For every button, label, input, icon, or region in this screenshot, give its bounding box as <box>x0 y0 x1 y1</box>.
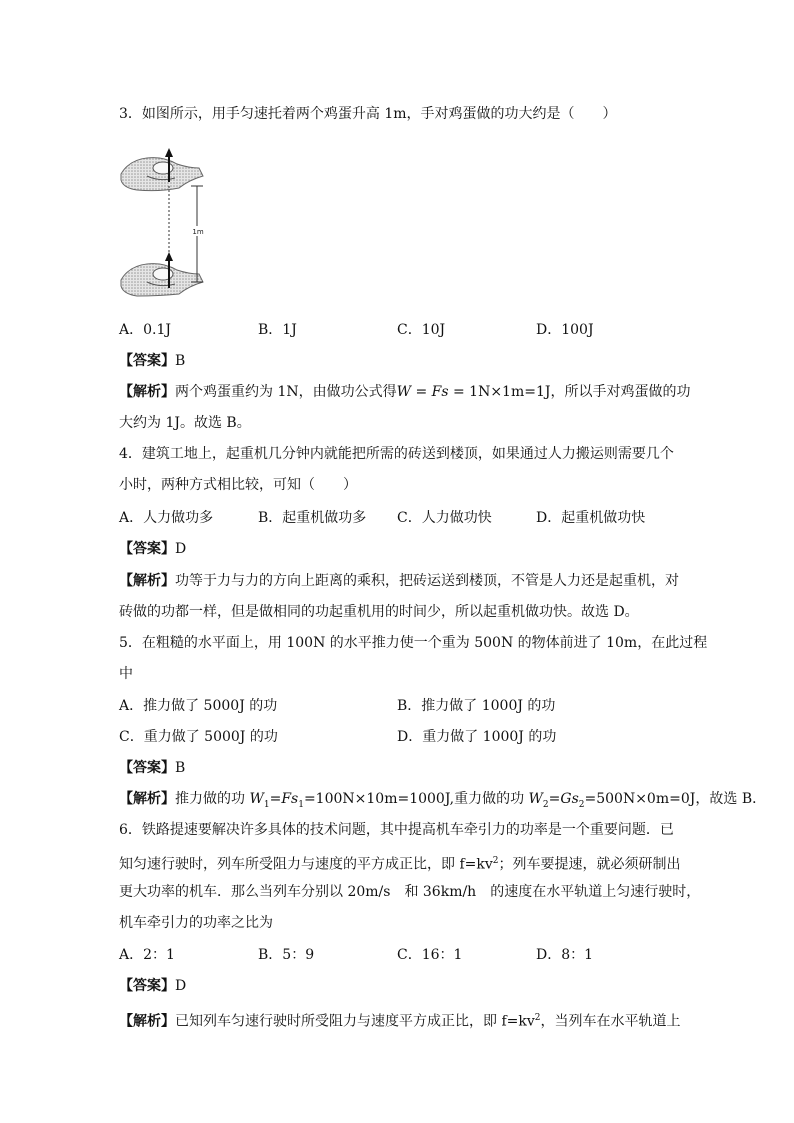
q3-option-c: C．10J <box>397 322 446 338</box>
q3-option-b: B．1J <box>258 322 297 338</box>
w1-symbol: W <box>249 791 264 807</box>
stem-text: ；列车要提速，就必须研制出 <box>498 856 681 873</box>
analysis-text: =100N×10m=1000J,重力做的功 <box>303 791 529 807</box>
analysis-tag: 【解析】 <box>119 791 175 807</box>
answer-tag: 【答案】 <box>119 541 175 557</box>
q6-option-a: A．2：1 <box>119 947 175 963</box>
gs-subscript: 2 <box>578 799 585 810</box>
q4-analysis-line1 <box>119 571 679 591</box>
analysis-tag: 【解析】 <box>119 573 175 589</box>
answer-tag: 【答案】 <box>119 978 175 994</box>
q3-stem: 3．如图所示，用手匀速托着两个鸡蛋升高 1m，手对鸡蛋做的功大约是（ ） <box>119 106 617 122</box>
w2-subscript: 2 <box>542 799 549 810</box>
analysis-text: 已知列车匀速行驶时所受阻力与速度平方成正比，即 f=kv <box>175 1013 535 1030</box>
q6-stem-line2 <box>119 851 681 875</box>
analysis-text: =500N×0m=0J，故选 B． <box>584 791 767 807</box>
analysis-tag: 【解析】 <box>119 1013 175 1030</box>
q5-analysis-line1 <box>119 789 766 815</box>
work-formula-result: = 1N×1m=1J <box>448 384 551 400</box>
q5-stem-line1: 5．在粗糙的水平面上，用 100N 的水平推力使一个重为 500N 的物体前进了 10m，在此过程 <box>119 635 708 651</box>
upper-hand-icon <box>121 158 203 191</box>
answer-value: D <box>175 978 187 994</box>
q3-option-a: A．0.1J <box>119 322 171 338</box>
q4-option-b: B．起重机做功多 <box>258 510 367 526</box>
analysis-tag: 【解析】 <box>119 384 175 400</box>
answer-value: B <box>175 760 186 776</box>
q4-option-a: A．人力做功多 <box>119 510 214 526</box>
q4-option-c: C．人力做功快 <box>397 510 492 526</box>
q5-option-c: C．重力做了 5000J 的功 <box>119 729 278 745</box>
q5-stem-line2: 中 <box>119 666 133 682</box>
q6-option-b: B．5：9 <box>258 947 315 963</box>
q6-stem-line1: 6．铁路提速要解决许多具体的技术问题，其中提高机车牵引力的功率是一个重要问题．已 <box>119 822 674 838</box>
q6-option-d: D．8：1 <box>536 947 594 963</box>
q3-analysis-line2: 大约为 1J。故选 B。 <box>119 415 251 431</box>
q3-analysis-line1 <box>119 382 690 402</box>
answer-value: B <box>175 353 186 369</box>
fs-subscript: 1 <box>298 799 304 810</box>
w1-subscript: 1 <box>263 799 270 810</box>
q4-option-d: D．起重机做功快 <box>536 510 646 526</box>
fs-symbol: Fs <box>281 791 299 807</box>
q6-analysis-line1 <box>119 1008 681 1032</box>
q6-stem-line4: 机车牵引力的功率之比为 <box>119 915 273 931</box>
analysis-text: ，当列车在水平轨道上 <box>540 1013 681 1030</box>
q6-option-c: C．16：1 <box>397 947 463 963</box>
q5-option-b: B．推力做了 1000J 的功 <box>397 698 556 714</box>
q3-option-d: D．100J <box>536 322 594 338</box>
q4-answer <box>119 539 186 559</box>
analysis-text: 功等于力与力的方向上距离的乘积，把砖运送到楼顶，不管是人力还是起重机，对 <box>175 573 679 589</box>
q4-stem-line2: 小时，两种方式相比较，可知（ ） <box>119 477 357 493</box>
lower-hand-icon <box>121 264 203 296</box>
figure-height-label: 1m <box>192 228 204 236</box>
q6-answer <box>119 976 186 996</box>
analysis-text: = <box>548 791 561 807</box>
gs-symbol: Gs <box>560 791 579 807</box>
q4-analysis-line2: 砖做的功都一样，但是做相同的功起重机用的时间少，所以起重机做功快。故选 D。 <box>119 604 639 620</box>
q5-option-a: A．推力做了 5000J 的功 <box>119 698 278 714</box>
stem-text: 知匀速行驶时，列车所受阻力与速度的平方成正比，即 f=kv <box>119 856 493 873</box>
q4-stem-line1: 4．建筑工地上，起重机几分钟内就能把所需的砖送到楼顶，如果通过人力搬运则需要几个 <box>119 446 674 462</box>
q5-answer <box>119 758 185 778</box>
analysis-text: ，所以手对鸡蛋做的功 <box>550 384 691 400</box>
q6-stem-line3: 更大功率的机车．那么当列车分别以 20m/s 和 36km/h 的速度在水平轨道上匀速行驶时， <box>119 884 701 900</box>
w2-symbol: W <box>528 791 543 807</box>
analysis-text: 两个鸡蛋重约为 1N，由做功公式得 <box>175 384 397 400</box>
answer-tag: 【答案】 <box>119 760 175 776</box>
exponent: 2 <box>492 856 499 866</box>
analysis-text: = <box>269 791 282 807</box>
answer-value: D <box>175 541 187 557</box>
q3-answer <box>119 351 185 371</box>
answer-tag: 【答案】 <box>119 353 175 369</box>
q5-option-d: D．重力做了 1000J 的功 <box>397 729 557 745</box>
hand-lifting-eggs-figure <box>119 146 214 298</box>
exponent: 2 <box>534 1013 541 1023</box>
analysis-text: 推力做的功 <box>175 791 250 807</box>
work-formula: W = Fs <box>396 384 449 400</box>
